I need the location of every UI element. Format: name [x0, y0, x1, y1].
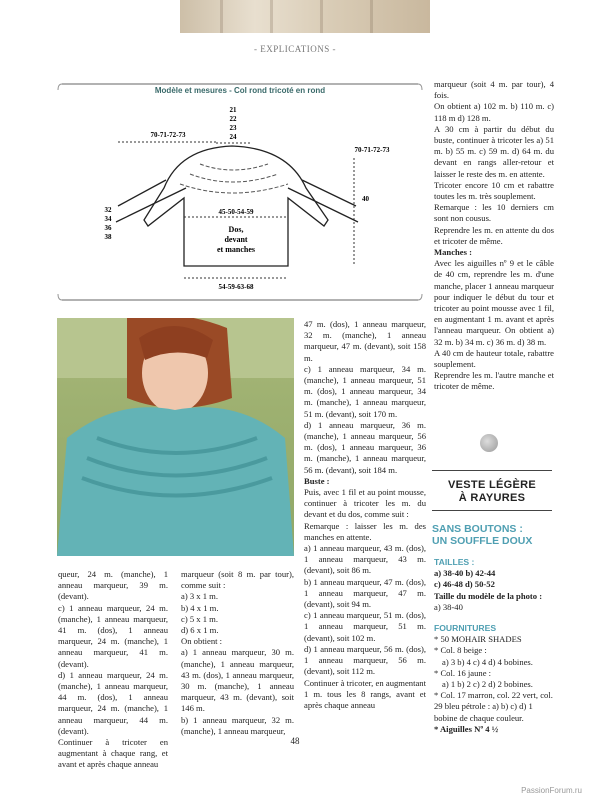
wrist-size-b: 34: [104, 215, 112, 223]
neck-size-b: 22: [229, 115, 237, 123]
veste-subtitle: SANS BOUTONS : UN SOUFFLE DOUX: [432, 523, 533, 547]
veste-details: TAILLES : a) 38-40 b) 42-44 c) 46-48 d) 50-52 Taille du modèle de la photo : a) 38-40 FOURNITURES * 50 MOHAIR SHADES * Col. 8 beige : a) 3 b) 4 c) 4 d) 4 bobines. * Col. 16 jaune : a) 1 b) 2 c) 2 d) 2 bobines. * Col. 17 marron, col. 22 vert, col. 29 bleu pétrole : a) b) c) d) 1 bobine de chaque couleur. * Aiguilles Nº 4 ½: [434, 557, 553, 734]
wrist-size-c: 36: [104, 224, 112, 232]
mid-column-text: 47 m. (dos), 1 anneau marqueur, 32 m. (manche), 1 anneau marqueur, 47 m. (devant), soit 158 m. c) 1 anneau marqueur, 34 m. (manche), 1 anneau marqueur, 51 m. (dos), 1 anneau marqueur, 34 m. (manche), 1 anneau marqueur, 51 m. (devant), soit 170 m. d) 1 anneau marqueur, 36 m. (manche), 1 anneau marqueur, 56 m. (dos), 1 anneau marqueur, 36 m. (manche), 1 anneau marqueur, 56 m. (devant), soit 184 m. Buste : Puis, avec 1 fil et au point mousse, continuer à tricoter les m. du devant et du dos, comme suit : Remarque : laisser les m. des manches en attente. a) 1 anneau marqueur, 43 m. (dos), 1 anneau marqueur, 43 m. (devant), soit 86 m. b) 1 anneau marqueur, 47 m. (dos), 1 anneau marqueur, 47 m. (devant), soit 94 m. c) 1 anneau marqueur, 51 m. (dos), 1 anneau marqueur, 51 m. (devant), soit 102 m. d) 1 anneau marqueur, 56 m. (dos), 1 anneau marqueur, 56 m. (devant), soit 112 m. Continuer à tricoter, en augmentant 1 m. tous les 8 rangs, avant et après chaque anneau: [304, 319, 426, 710]
diagram-title: Modèle et mesures - Col rond tricoté en rond: [154, 86, 326, 95]
right-column-text: marqueur (soit 4 m. par tour), 4 fois. On obtient a) 102 m. b) 110 m. c) 118 m d) 128 m. A 30 cm à partir du début du buste, continuer à tricoter les a) 51 m. b) 55 m. c) 59 m. d) 64 m. du devant en rangs aller-retour et laisser le reste des m. en attente. Tricoter encore 10 cm et rabattre toutes les m. très souplement. Remarque : les 10 derniers cm sont non cousus. Reprendre les m. en attente du dos et tricoter de même. Manches : Avec les aiguilles nº 9 et le câble de 40 cm, reprendre les m. d'une manche, placer 1 anneau marqueur pour indiquer le début du tour et tricoter au point mousse avec 1 fil, en augmentant 1 m. avant et après l'anneau marqueur. On obtient a) 32 m. b) 34 m. c) 36 m. d) 38 m. A 40 cm de hauteur totale, rabattre souplement. Reprendre les m. l'autre manche et tricoter de même.: [434, 79, 555, 392]
wrist-size-d: 38: [104, 233, 112, 241]
sleeve-length-label: 70-71-72-73: [150, 131, 186, 139]
top-photo-strip: [180, 0, 430, 33]
section-rule-2: [432, 510, 552, 511]
section-rule: [432, 470, 552, 471]
body-height-label: 40: [362, 195, 369, 203]
body-label-2: devant: [224, 235, 248, 244]
wrist-size-a: 32: [104, 206, 112, 214]
garment-diagram: [56, 76, 424, 308]
center-bottom-text: marqueur (soit 8 m. par tour), comme suit : a) 3 x 1 m. b) 4 x 1 m. c) 5 x 1 m. d) 6 x 1 m. On obtient : a) 1 anneau marqueur, 30 m. (manche), 1 anneau marqueur, 43 m. (dos), 1 anneau marqueur, 30 m. (manche), 1 anneau marqueur, 43 m. (devant), soit 146 m. b) 1 anneau marqueur, 32 m. (manche), 1 anneau marqueur,: [181, 569, 294, 736]
section-header: - EXPLICATIONS -: [254, 44, 336, 54]
footer-watermark: PassionForum.ru: [521, 786, 582, 795]
body-label-1: Dos,: [228, 225, 244, 234]
neck-size-d: 24: [229, 133, 237, 141]
bottom-width-label: 54-59-63-68: [218, 283, 254, 291]
neck-size-c: 23: [229, 124, 237, 132]
model-photo: [57, 318, 294, 556]
neck-size-a: 21: [229, 106, 237, 114]
total-length-label: 70-71-72-73: [354, 146, 390, 154]
page-number: 48: [290, 736, 300, 746]
left-bottom-text: queur, 24 m. (manche), 1 anneau marqueur, 39 m. (devant). c) 1 anneau marqueur, 24 m. (manche), 1 anneau marqueur, 41 m. (dos), 1 anneau marqueur, 24 m. (manche), 1 anneau marqueur, 41 m. (devant). d) 1 anneau marqueur, 24 m. (manche), 1 anneau marqueur, 44 m. (dos), 1 anneau marqueur, 24 m. (manche), 1 anneau marqueur, 44 m. (devant). Continuer à tricoter en augmentant à chaque rang, et avant et après chaque anneau: [58, 569, 168, 770]
chest-width-label: 45-50-54-59: [218, 208, 254, 216]
veste-title: VESTE LÉGÈRE À RAYURES: [448, 479, 536, 504]
body-label-3: et manches: [217, 245, 255, 254]
yarn-ball-icon: [480, 434, 498, 452]
